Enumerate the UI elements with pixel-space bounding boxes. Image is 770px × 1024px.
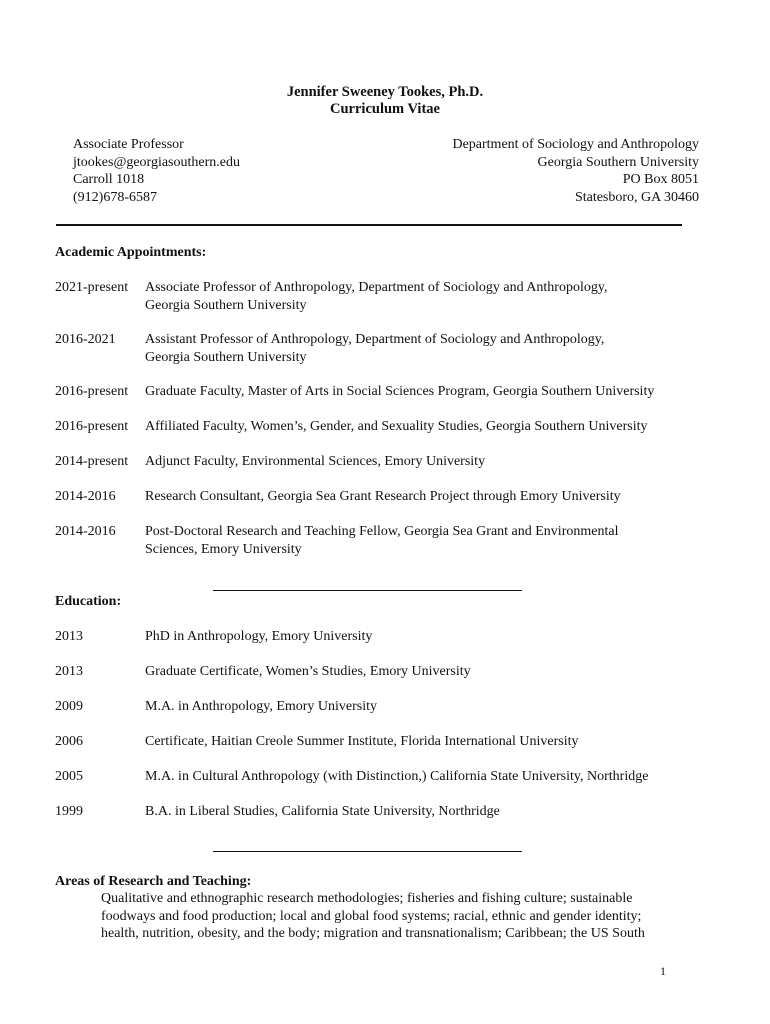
research-areas	[101, 890, 645, 943]
research-heading: Areas of Research and Teaching:	[55, 874, 252, 889]
appointment-date: 2016-present	[55, 384, 129, 399]
office-location: Carroll 1018	[73, 172, 145, 187]
description-line: Post-Doctoral Research and Teaching Fellow, Georgia Sea Grant and Environmental	[145, 524, 619, 539]
appointment-date: 2014-2016	[55, 489, 116, 504]
contact-right	[452, 136, 699, 206]
education-description	[145, 733, 705, 751]
education-heading: Education:	[55, 594, 122, 609]
research-line: foodways and food production; local and global food systems; racial, ethnic and gender identity;	[101, 908, 642, 924]
education-year: 1999	[55, 804, 83, 819]
education-year: 2013	[55, 629, 83, 644]
appointment-description	[145, 523, 705, 558]
email-address: jtookes@georgiasouthern.edu	[73, 154, 240, 170]
education-description	[145, 768, 705, 786]
description-line: Research Consultant, Georgia Sea Grant Research Project through Emory University	[145, 489, 621, 504]
education-description	[145, 803, 705, 821]
appointment-description	[145, 418, 705, 436]
cv-header	[0, 84, 770, 118]
phone-number: (912)678-6587	[73, 189, 157, 205]
description-line: Certificate, Haitian Creole Summer Institute, Florida International University	[145, 734, 579, 749]
appointment-date: 2014-present	[55, 454, 129, 469]
education-year: 2013	[55, 664, 83, 679]
description-line: Georgia Southern University	[145, 349, 307, 365]
page-number: 1	[660, 964, 666, 978]
appointment-description	[145, 383, 705, 401]
description-line: Georgia Southern University	[145, 297, 307, 313]
contact-left	[73, 136, 240, 206]
description-line: Sciences, Emory University	[145, 541, 302, 557]
po-box: PO Box 8051	[622, 172, 699, 187]
research-line: Qualitative and ethnographic research methodologies; fisheries and fishing culture; sustainable	[101, 891, 633, 906]
job-title: Associate Professor	[73, 137, 184, 152]
appointment-date: 2016-2021	[55, 332, 116, 347]
education-year: 2006	[55, 734, 83, 749]
description-line: Adjunct Faculty, Environmental Sciences, Emory University	[145, 454, 486, 469]
research-line: health, nutrition, obesity, and the body; migration and transnationalism; Caribbean; the US South	[101, 926, 645, 941]
description-line: Associate Professor of Anthropology, Department of Sociology and Anthropology,	[145, 280, 608, 295]
description-line: B.A. in Liberal Studies, California State University, Northridge	[145, 804, 500, 819]
document-title: Curriculum Vitae	[330, 101, 440, 117]
section-divider	[213, 851, 522, 852]
appointment-date: 2021-present	[55, 280, 129, 295]
description-line: Graduate Faculty, Master of Arts in Social Sciences Program, Georgia Southern University	[145, 384, 655, 399]
city-state-zip: Statesboro, GA 30460	[574, 189, 699, 205]
appointment-description	[145, 453, 705, 471]
education-year: 2009	[55, 699, 83, 714]
education-year: 2005	[55, 769, 83, 784]
person-name: Jennifer Sweeney Tookes, Ph.D.	[286, 84, 484, 100]
section-divider	[213, 590, 522, 591]
appointment-description	[145, 488, 705, 506]
description-line: M.A. in Cultural Anthropology (with Distinction,) California State University, Northridge	[145, 769, 649, 784]
appointment-date: 2014-2016	[55, 524, 116, 539]
header-rule	[56, 224, 682, 226]
department-name: Department of Sociology and Anthropology	[452, 137, 699, 152]
appointments-heading: Academic Appointments:	[55, 245, 207, 260]
education-description	[145, 698, 705, 716]
appointment-description	[145, 279, 705, 314]
description-line: Affiliated Faculty, Women’s, Gender, and Sexuality Studies, Georgia Southern University	[145, 419, 648, 434]
description-line: Graduate Certificate, Women’s Studies, Emory University	[145, 664, 471, 679]
description-line: M.A. in Anthropology, Emory University	[145, 699, 378, 714]
appointment-description	[145, 331, 705, 366]
description-line: Assistant Professor of Anthropology, Department of Sociology and Anthropology,	[145, 332, 605, 347]
description-line: PhD in Anthropology, Emory University	[145, 629, 373, 644]
university-name: Georgia Southern University	[537, 154, 699, 170]
appointment-date: 2016-present	[55, 419, 129, 434]
education-description	[145, 663, 705, 681]
education-description	[145, 628, 705, 646]
